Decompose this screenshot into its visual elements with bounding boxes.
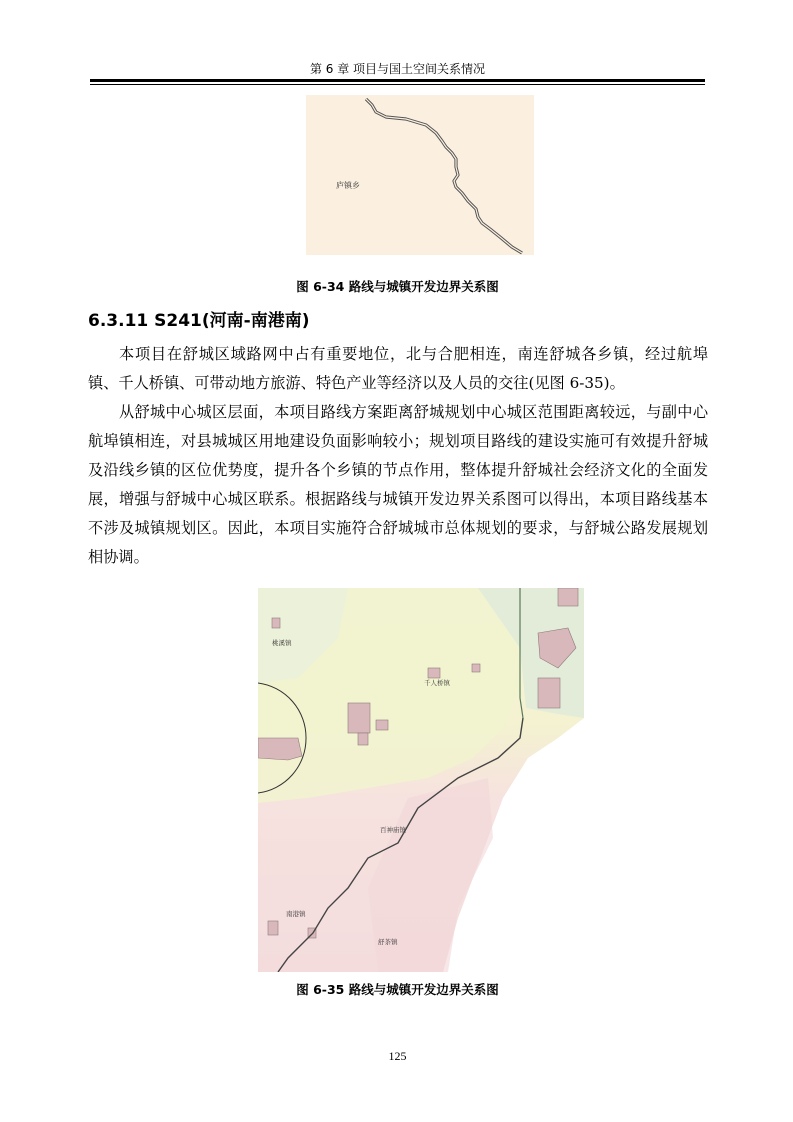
running-header: 第 6 章 项目与国土空间关系情况 [309,62,486,76]
town-label: 庐镇乡 [336,181,360,190]
header-rule-thin [90,84,705,85]
body-paragraph: 从舒城中心城区层面，本项目路线方案距离舒城规划中心城区范围距离较远，与副中心航埠镇相连，对县城城区用地建设负面影响较小；规划项目路线的建设实施可有效提升舒城及沿线乡镇的区位优势度，提升各个乡镇的节点作用，整体提升舒城社会经济文化的全面发展，增强与舒城中心城区联系。根据路线与城镇开发边界关系图可以得出，本项目路线基本不涉及城镇规划区。因此，本项目实施符合舒城城市总体规划的要求，与舒城公路发展规划相协调。 [88,403,708,566]
town-label: 千人桥镇 [424,679,450,687]
map-background [306,95,534,255]
town-label: 南港镇 [286,910,306,918]
route-map-figure-6-35 [258,588,584,972]
figure-caption: 图 6-34 路线与城镇开发边界关系图 [296,279,499,294]
body-paragraph: 本项目在舒城区域路网中占有重要地位，北与合肥相连，南连舒城各乡镇，经过航埠镇、千人桥镇、可带动地方旅游、特色产业等经济以及人员的交往(见图 6-35)。 [88,345,708,392]
page-number: 125 [388,1049,407,1063]
town-label: 桃溪镇 [272,639,292,647]
section-heading: 6.3.11 S241(河南-南港南) [88,311,310,331]
town-label: 百神庙镇 [380,826,406,834]
route-map-figure-6-34 [306,95,534,255]
header-rule-thick [90,79,705,82]
figure-caption: 图 6-35 路线与城镇开发边界关系图 [296,982,499,997]
town-label: 舒茶镇 [378,938,398,946]
